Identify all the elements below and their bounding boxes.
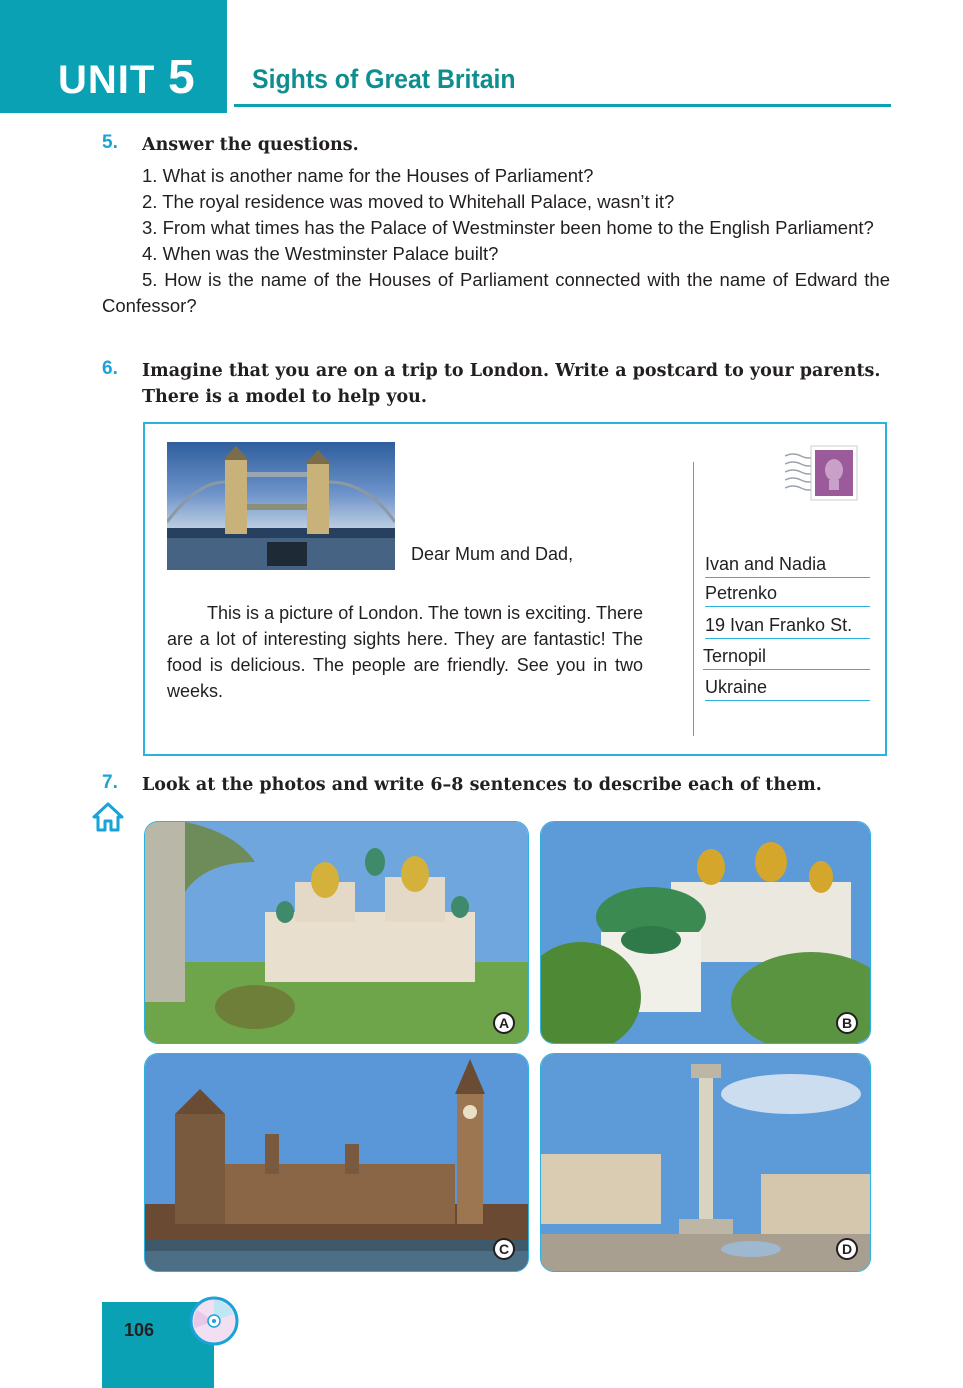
title-divider xyxy=(234,104,891,107)
tower-bridge-photo xyxy=(167,442,395,570)
home-icon xyxy=(92,802,124,837)
address-line-1: Ivan and Nadia xyxy=(705,554,870,578)
exercise-7-number: 7. xyxy=(102,772,118,793)
postcard-message: This is a picture of London. The town is exciting. There are a lot of interesting sights here. They are fantastic! The food is delicious. The people are friendly. See you in two weeks. xyxy=(167,603,643,701)
unit-number: 5 xyxy=(168,51,195,104)
photo-d-square-column xyxy=(540,1053,871,1272)
cd-icon[interactable] xyxy=(189,1296,239,1351)
exercise-7-heading: Look at the photos and write 6–8 sentences to describe each of them. xyxy=(142,775,822,795)
unit-header-box xyxy=(0,0,227,113)
unit-title: Sights of Great Britain xyxy=(252,64,516,94)
photo-c-parliament xyxy=(144,1053,529,1272)
question-4: 4. When was the Westminster Palace built? xyxy=(142,243,499,264)
question-3: 3. From what times has the Palace of Westminster been home to the English Parliament? xyxy=(142,217,874,238)
exercise-5-number: 5. xyxy=(102,132,118,153)
postcard-greeting: Dear Mum and Dad, xyxy=(411,544,574,564)
postcard-divider xyxy=(693,462,694,736)
photo-b-label: B xyxy=(836,1012,858,1034)
postcard-body xyxy=(167,600,643,704)
postage-stamp-icon xyxy=(785,442,865,506)
address-line-2: Petrenko xyxy=(705,583,870,607)
page-number: 106 xyxy=(124,1320,155,1340)
question-2: 2. The royal residence was moved to Whitehall Palace, wasn’t it? xyxy=(142,191,675,212)
exercise-5-questions xyxy=(102,163,890,319)
photo-c-label: C xyxy=(493,1238,515,1260)
photo-a-cathedral xyxy=(144,821,529,1044)
question-1: 1. What is another name for the Houses of Parliament? xyxy=(142,165,594,186)
address-line-4: Ternopil xyxy=(703,646,870,670)
exercise-6-heading: Imagine that you are on a trip to London. Write a postcard to your parents. There is a model to help you. xyxy=(142,361,881,407)
postcard xyxy=(143,422,887,756)
photo-b-monastery xyxy=(540,821,871,1044)
address-line-5: Ukraine xyxy=(705,677,870,701)
exercise-5-heading: Answer the questions. xyxy=(142,135,359,155)
unit-word: UNIT xyxy=(58,58,156,102)
exercise-6-number: 6. xyxy=(102,358,118,379)
photo-a-label: A xyxy=(493,1012,515,1034)
photo-d-label: D xyxy=(836,1238,858,1260)
address-line-3: 19 Ivan Franko St. xyxy=(705,615,870,639)
question-5: 5. How is the name of the Houses of Parliament connected with the name of Edward the Confessor? xyxy=(102,269,890,316)
